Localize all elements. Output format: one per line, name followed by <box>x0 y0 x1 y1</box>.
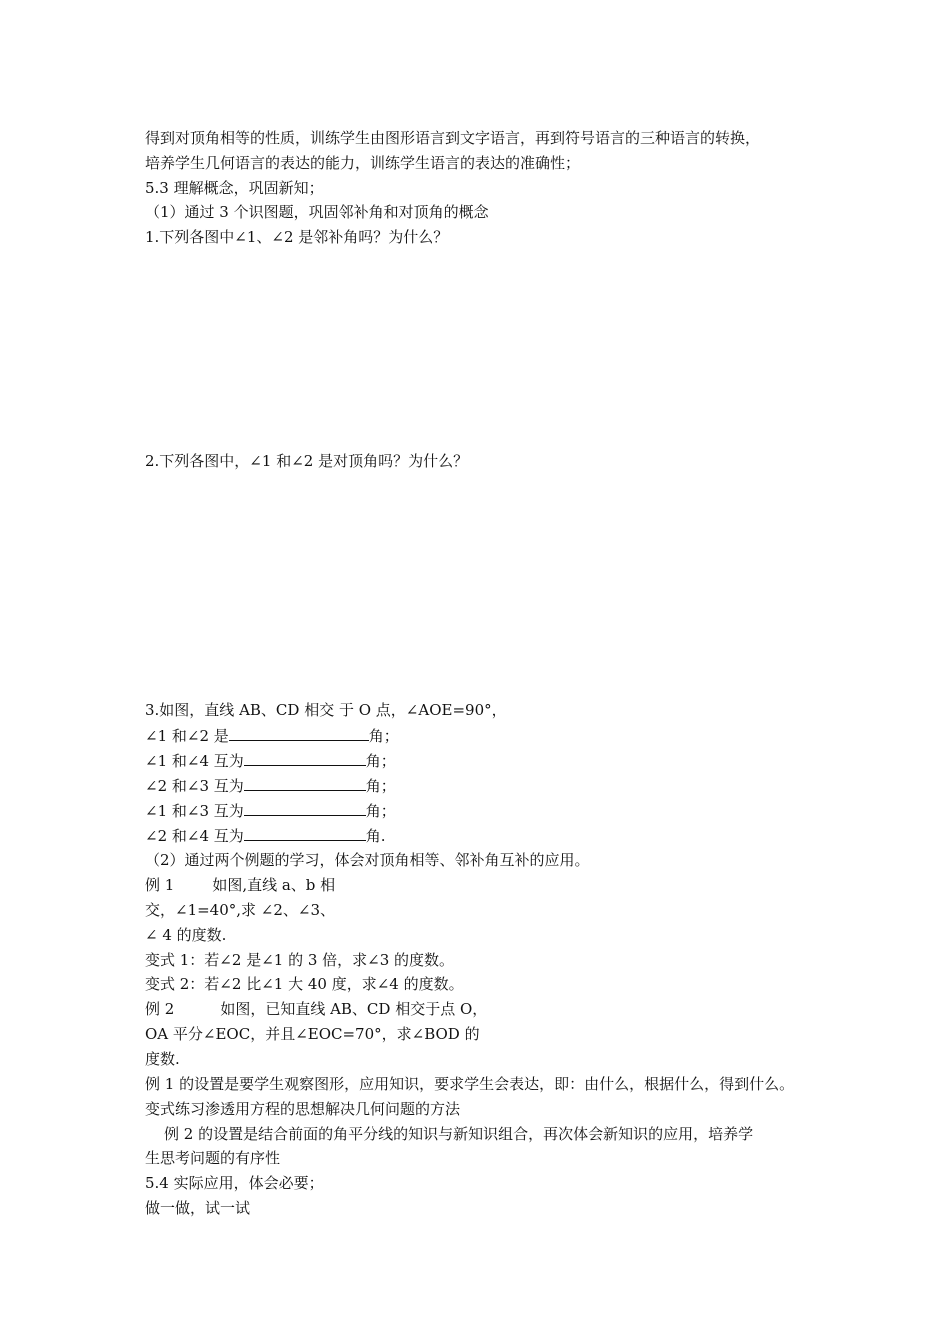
fill-blank-5 <box>145 825 386 846</box>
answer-blank[interactable] <box>244 800 366 816</box>
answer-blank[interactable] <box>244 825 366 841</box>
subsection-text: （1）通过 3 个识图题，巩固邻补角和对顶角的概念 <box>145 203 489 221</box>
answer-blank[interactable] <box>229 725 369 741</box>
example-text: 如图，已知直线 AB、CD 相交于点 O， <box>220 1000 488 1018</box>
remark-line: 例 1 的设置是要学生观察图形，应用知识，要求学生会表达，即：由什么，根据什么，得到什么。 <box>145 1075 795 1093</box>
fill-blank-suffix: 角； <box>365 777 396 795</box>
variant-2: 变式 2：若∠2 比∠1 大 40 度，求∠4 的度数。 <box>145 975 464 993</box>
question-2: 2.下列各图中，∠1 和∠2 是对顶角吗？为什么？ <box>145 452 469 470</box>
remark-line: 生思考问题的有序性 <box>145 1149 281 1167</box>
example-1-line <box>145 875 335 895</box>
example-2-line: 度数. <box>145 1050 180 1068</box>
example-1-line: ∠ 4 的度数. <box>145 926 227 944</box>
answer-blank[interactable] <box>244 775 366 791</box>
fill-blank-suffix: 角. <box>365 827 386 845</box>
fill-blank-suffix: 角； <box>365 752 396 770</box>
fill-blank-1 <box>145 725 399 746</box>
example-label: 例 2 <box>145 1000 175 1018</box>
paragraph-line: 做一做，试一试 <box>145 1199 251 1217</box>
example-label: 例 1 <box>145 876 175 894</box>
fill-blank-prefix: ∠2 和∠3 互为 <box>145 777 244 795</box>
fill-blank-prefix: ∠1 和∠4 互为 <box>145 752 244 770</box>
paragraph-line: 培养学生几何语言的表达的能力，训练学生语言的表达的准确性； <box>145 154 581 172</box>
fill-blank-suffix: 角； <box>365 802 396 820</box>
remark-line: 例 2 的设置是结合前面的角平分线的知识与新知识组合，再次体会新知识的应用，培养学 <box>164 1125 754 1143</box>
example-text: 如图,直线 a、b 相 <box>212 876 336 894</box>
fill-blank-suffix: 角； <box>368 727 399 745</box>
fill-blank-prefix: ∠1 和∠2 是 <box>145 727 229 745</box>
variant-1: 变式 1：若∠2 是∠1 的 3 倍，求∠3 的度数。 <box>145 951 455 969</box>
fill-blank-prefix: ∠2 和∠4 互为 <box>145 827 244 845</box>
answer-blank[interactable] <box>244 750 366 766</box>
section-heading: 5.3 理解概念，巩固新知； <box>145 179 324 197</box>
question-3: 3.如图，直线 AB、CD 相交 于 O 点，∠AOE=90°， <box>145 701 507 719</box>
example-1-line: 交，∠1=40°,求 ∠2、∠3、 <box>145 901 336 919</box>
section-heading: 5.4 实际应用，体会必要； <box>145 1174 324 1192</box>
remark-line: 变式练习渗透用方程的思想解决几何问题的方法 <box>145 1100 461 1118</box>
example-2-line: OA 平分∠EOC，并且∠EOC=70°，求∠BOD 的 <box>145 1025 480 1043</box>
fill-blank-4 <box>145 800 396 821</box>
fill-blank-3 <box>145 775 396 796</box>
subsection-text: （2）通过两个例题的学习，体会对顶角相等、邻补角互补的应用。 <box>145 851 590 869</box>
paragraph-line: 得到对顶角相等的性质，训练学生由图形语言到文字语言，再到符号语言的三种语言的转换， <box>145 129 761 147</box>
example-2-line <box>145 999 487 1019</box>
fill-blank-prefix: ∠1 和∠3 互为 <box>145 802 244 820</box>
question-1: 1.下列各图中∠1、∠2 是邻补角吗？为什么？ <box>145 228 449 246</box>
fill-blank-2 <box>145 750 396 771</box>
